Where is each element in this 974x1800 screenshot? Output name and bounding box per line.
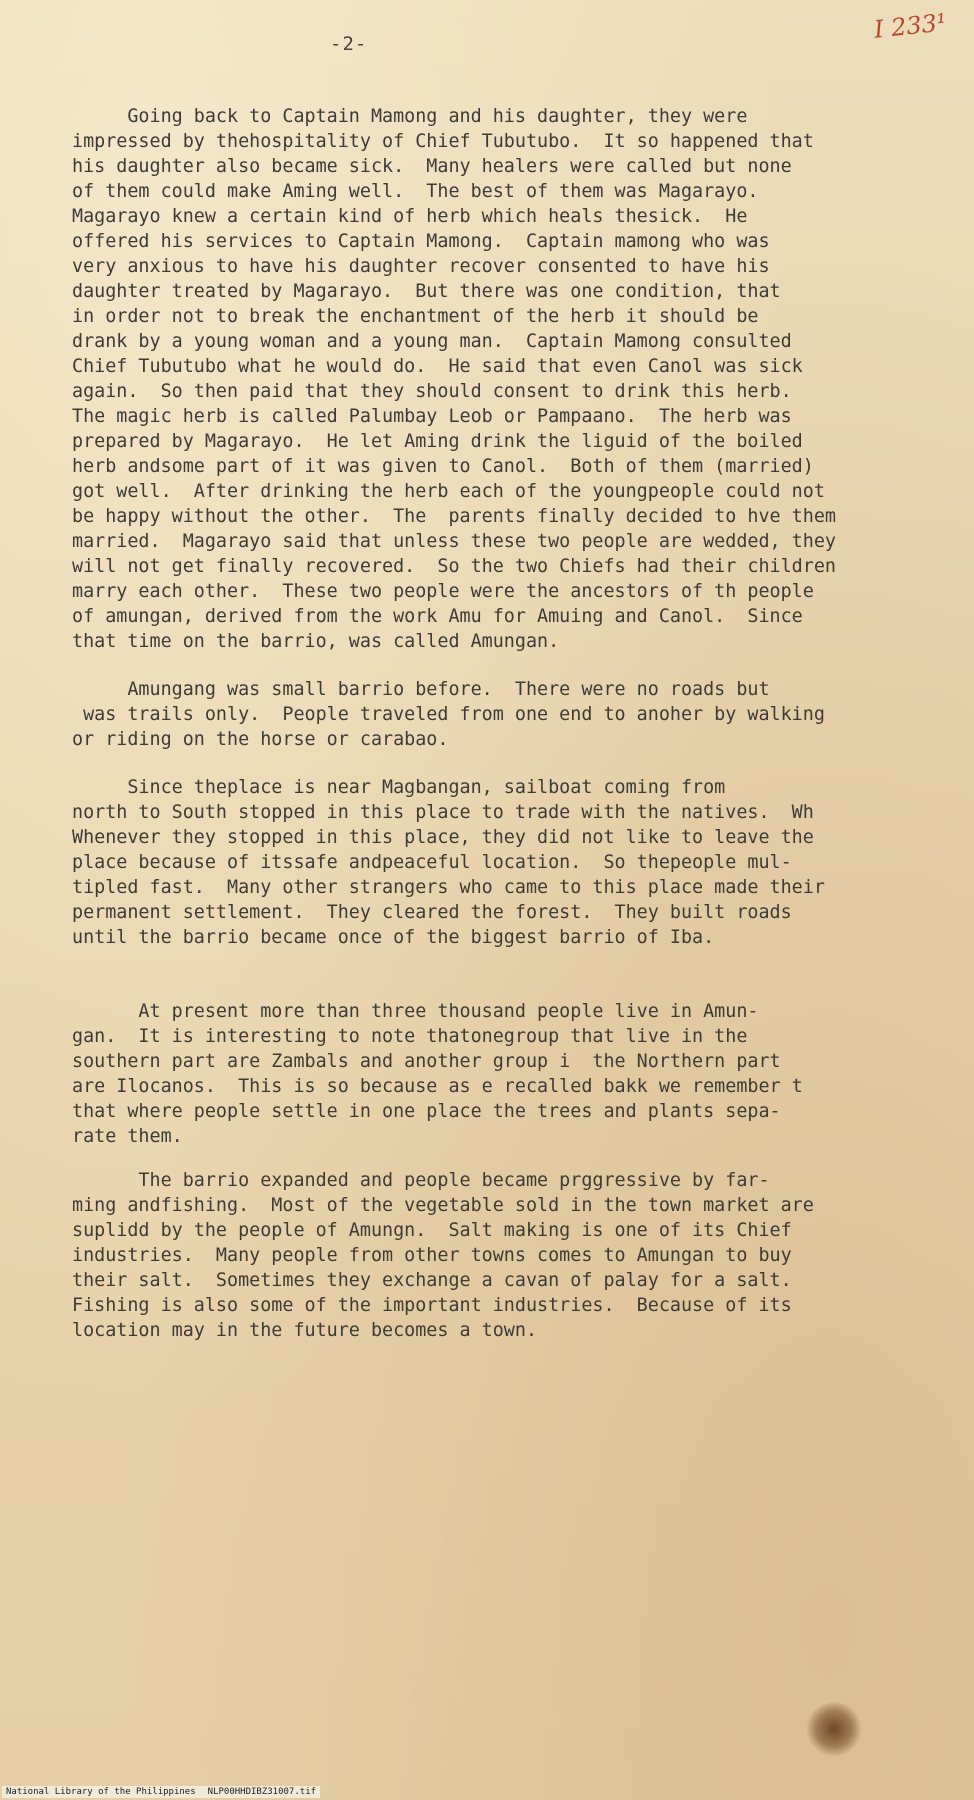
text-line: or riding on the horse or carabao. (72, 729, 449, 750)
text-line: tipled fast. Many other strangers who came to this place made their (72, 877, 825, 898)
text-line: of them could make Aming well. The best of them was Magarayo. (72, 181, 759, 202)
scan-filename: NLP00HHDIBZ31007.tif (207, 1787, 317, 1797)
text-line: gan. It is interesting to note thatonegroup that live in the (72, 1026, 748, 1047)
text-line: will not get finally recovered. So the two Chiefs had their children (72, 556, 836, 577)
text-line: be happy without the other. The parents finally decided to hve them (72, 506, 836, 527)
text-line: ming andfishing. Most of the vegetable sold in the town market are (72, 1195, 814, 1216)
paper-stain (806, 1702, 862, 1756)
text-line: industries. Many people from other towns comes to Amungan to buy (72, 1245, 792, 1266)
text-line: are Ilocanos. This is so because as e recalled bakk we remember t (72, 1076, 803, 1097)
text-line: north to South stopped in this place to trade with the natives. Wh (72, 802, 814, 823)
paragraph-population (72, 999, 932, 1149)
scan-footer (2, 1786, 320, 1798)
page-number: -2- (330, 33, 368, 55)
text-line: until the barrio became once of the biggest barrio of Iba. (72, 927, 715, 948)
text-line: rate them. (72, 1126, 183, 1147)
text-line: again. So then paid that they should consent to drink this herb. (72, 381, 792, 402)
text-line: location may in the future becomes a town. (72, 1320, 538, 1341)
text-line: marry each other. These two people were the ancestors of th people (72, 581, 814, 602)
text-line: suplidd by the people of Amungn. Salt making is one of its Chief (72, 1220, 792, 1241)
text-line: Amungang was small barrio before. There were no roads but (72, 679, 770, 700)
paragraph-early-barrio (72, 677, 932, 752)
document-body (72, 104, 932, 1343)
text-line: drank by a young woman and a young man. Captain Mamong consulted (72, 331, 792, 352)
text-line: prepared by Magarayo. He let Aming drink the liguid of the boiled (72, 431, 803, 452)
text-line: Going back to Captain Mamong and his daughter, they were (72, 106, 748, 127)
text-line: was trails only. People traveled from one end to anoher by walking (72, 704, 825, 725)
archive-number: I 233¹ (872, 8, 948, 44)
text-line: daughter treated by Magarayo. But there was one condition, that (72, 281, 781, 302)
text-line: their salt. Sometimes they exchange a cavan of palay for a salt. (72, 1270, 792, 1291)
paragraph-settlement (72, 775, 932, 950)
text-line: impressed by thehospitality of Chief Tubutubo. It so happened that (72, 131, 814, 152)
text-line: At present more than three thousand people live in Amun- (72, 1001, 759, 1022)
text-line: The magic herb is called Palumbay Leob or Pampaano. The herb was (72, 406, 792, 427)
text-line: Chief Tubutubo what he would do. He said that even Canol was sick (72, 356, 803, 377)
text-line: married. Magarayo said that unless these two people are wedded, they (72, 531, 836, 552)
paragraph-industries (72, 1168, 932, 1343)
text-line: that where people settle in one place the trees and plants sepa- (72, 1101, 781, 1122)
text-line: permanent settlement. They cleared the forest. They built roads (72, 902, 792, 923)
text-line: that time on the barrio, was called Amungan. (72, 631, 560, 652)
paragraph-origin-story (72, 104, 932, 654)
text-line: Fishing is also some of the important industries. Because of its (72, 1295, 792, 1316)
text-line: of amungan, derived from the work Amu for Amuing and Canol. Since (72, 606, 803, 627)
text-line: Whenever they stopped in this place, they did not like to leave the (72, 827, 814, 848)
library-credit: National Library of the Philippines (6, 1787, 196, 1797)
text-line: herb andsome part of it was given to Canol. Both of them (married) (72, 456, 814, 477)
text-line: Since theplace is near Magbangan, sailboat coming from (72, 777, 726, 798)
text-line: in order not to break the enchantment of the herb it should be (72, 306, 759, 327)
text-line: got well. After drinking the herb each of the youngpeople could not (72, 481, 825, 502)
text-line: offered his services to Captain Mamong. Captain mamong who was (72, 231, 770, 252)
text-line: place because of itssafe andpeaceful location. So thepeople mul- (72, 852, 792, 873)
text-line: very anxious to have his daughter recover consented to have his (72, 256, 770, 277)
text-line: The barrio expanded and people became prggressive by far- (72, 1170, 770, 1191)
text-line: Magarayo knew a certain kind of herb which heals thesick. He (72, 206, 748, 227)
text-line: southern part are Zambals and another group i the Northern part (72, 1051, 781, 1072)
text-line: his daughter also became sick. Many healers were called but none (72, 156, 792, 177)
